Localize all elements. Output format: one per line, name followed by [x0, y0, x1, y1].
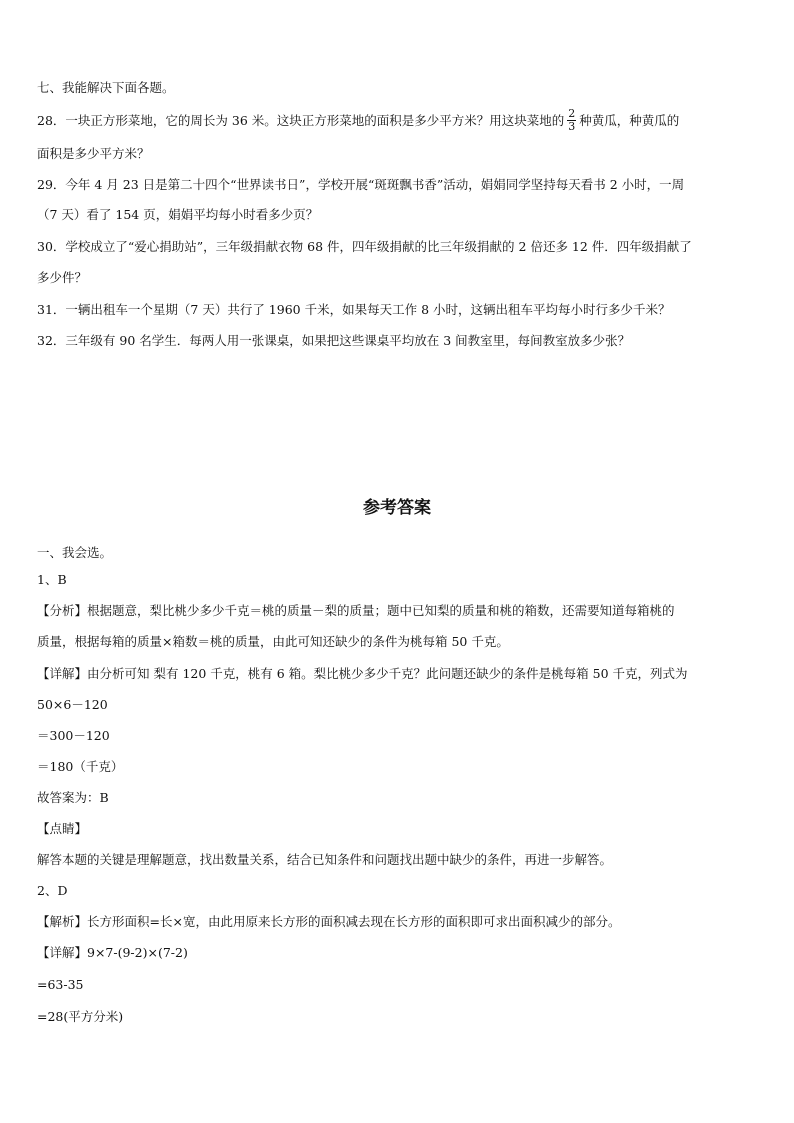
section-heading: 七、我能解决下面各题。: [37, 80, 175, 95]
question-32: 32．三年级有 90 名学生．每两人用一张课桌，如果把这些课桌平均放在 3 间教室里，每间教室放多少张？: [37, 333, 631, 348]
answer-1-calc-1: 50×6－120: [37, 697, 108, 712]
answer-2-calc-1: =63-35: [37, 977, 84, 992]
question-30-line1: 30．学校成立了“爱心捐助站”，三年级捐献衣物 68 件，四年级捐献的比三年级捐献的 2 倍还多 12 件．四年级捐献了: [37, 239, 692, 254]
answer-1-calc-2: ＝300－120: [37, 728, 110, 743]
answer-1-analysis-line2: 质量，根据每箱的质量×箱数＝桃的质量，由此可知还缺少的条件为桃每箱 50 千克。: [37, 634, 509, 649]
question-28-line2: 面积是多少平方米？: [37, 146, 150, 161]
fraction-numerator: 2: [568, 107, 576, 120]
question-28-text: 28．一块正方形菜地，它的周长为 36 米。这块正方形菜地的面积是多少平方米？用这块菜地的: [37, 113, 565, 128]
answers-title: 参考答案: [363, 498, 431, 518]
answer-1-label: 1、B: [37, 572, 67, 587]
question-30-line2: 多少件？: [37, 270, 88, 285]
answer-1-comment-label: 【点睛】: [37, 821, 88, 836]
question-29-line2: （7 天）看了 154 页，娟娟平均每小时看多少页？: [37, 207, 319, 222]
answer-2-calc-2: =28(平方分米): [37, 1009, 124, 1024]
answer-2-analysis: 【解析】长方形面积=长×宽，由此用原来长方形的面积减去现在长方形的面积即可求出面积减少的部分。: [37, 914, 621, 929]
answer-2-label: 2、D: [37, 883, 68, 898]
answer-1-final: 故答案为：B: [37, 790, 109, 805]
answer-1-detail-line1: 【详解】由分析可知 梨有 120 千克，桃有 6 箱。梨比桃少多少千克？此问题还缺少的条件是桃每箱 50 千克，列式为: [37, 666, 688, 681]
question-31: 31．一辆出租车一个星期（7 天）共行了 1960 千米，如果每天工作 8 小时，这辆出租车平均每小时行多少千米？: [37, 302, 671, 317]
answer-1-analysis-line1: 【分析】根据题意，梨比桃少多少千克＝桃的质量－梨的质量；题中已知梨的质量和桃的箱数，还需要知道每箱桃的: [37, 603, 675, 618]
question-29-line1: 29．今年 4 月 23 日是第二十四个“世界读书日”，学校开展“斑斑飘书香”活动，娟娟同学坚持每天看书 2 小时，一周: [37, 177, 685, 192]
question-28-text-end: 种黄瓜，种黄瓜的: [579, 113, 680, 128]
answer-1-comment: 解答本题的关键是理解题意，找出数量关系，结合已知条件和问题找出题中缺少的条件，再进一步解答。: [37, 852, 613, 867]
answers-section-heading: 一、我会选。: [37, 545, 113, 560]
question-28-line1: [37, 109, 679, 134]
fraction-denominator: 3: [568, 120, 576, 133]
answer-2-detail: 【详解】9×7-(9-2)×(7-2): [37, 945, 188, 960]
fraction-two-thirds: [567, 108, 576, 133]
answer-1-calc-3: ＝180（千克）: [37, 759, 124, 774]
